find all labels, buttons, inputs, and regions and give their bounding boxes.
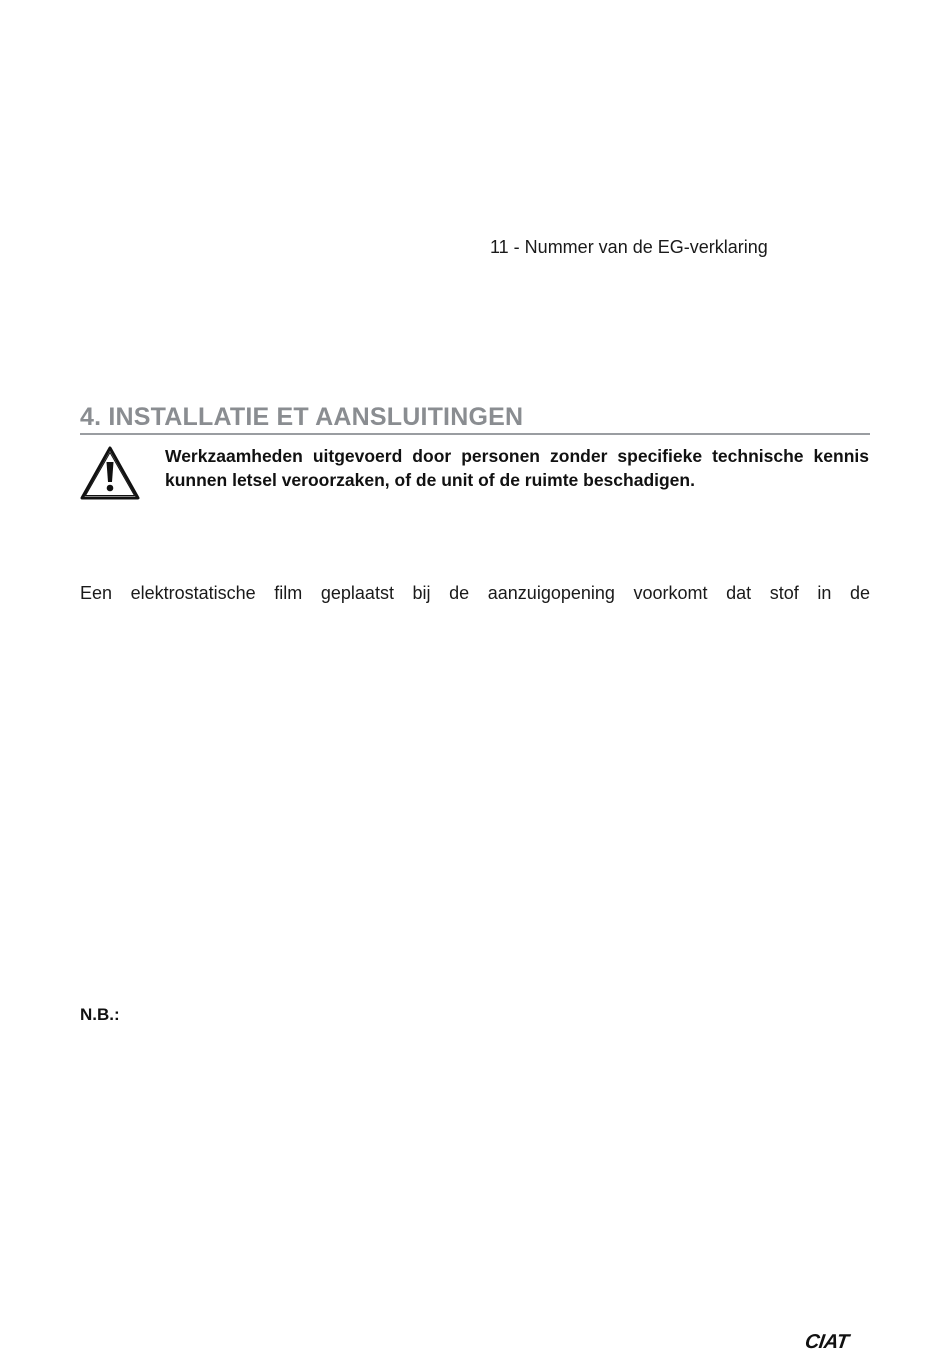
ciat-logo: CIAT xyxy=(803,1331,850,1353)
declaration-number-caption: 11 - Nummer van de EG-verklaring xyxy=(490,237,768,257)
section-title-divider xyxy=(80,433,870,435)
body-paragraph: Een elektrostatische film geplaatst bij de aanzuigopening voorkomt dat stof in de xyxy=(80,583,870,603)
warning-triangle-icon xyxy=(79,445,141,501)
warning-text: Werkzaamheden uitgevoerd door personen zonder specifieke technische kennis kunnen letsel veroorzaken, of de unit of de ruimte beschadigen. xyxy=(165,446,869,490)
section-title: 4. INSTALLATIE ET AANSLUITINGEN xyxy=(80,403,524,431)
nb-label: N.B.: xyxy=(80,1005,120,1024)
